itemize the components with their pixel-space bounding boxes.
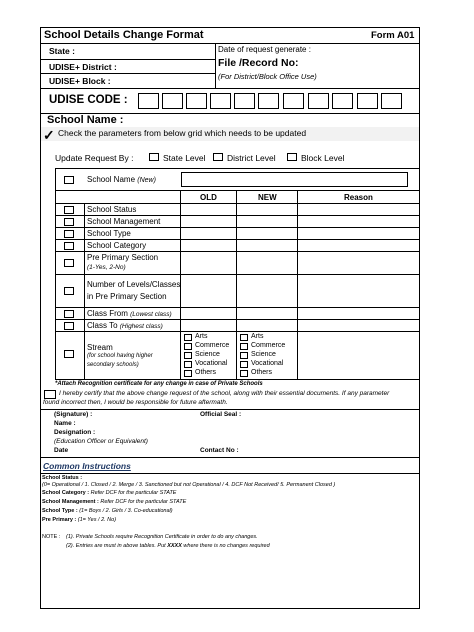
old-science-label: Science [195, 351, 220, 358]
old-commerce-label: Commerce [195, 342, 230, 349]
old-science-checkbox[interactable] [184, 352, 192, 359]
signatory-name-label: Name : [54, 420, 76, 427]
udise-digit-box[interactable] [381, 93, 402, 109]
school-name-checkbox[interactable] [64, 176, 74, 184]
note-line2: (2). Entries are must in above tables. Put XXXX where there is no changes required [66, 543, 270, 549]
old-vocational-label: Vocational [195, 360, 228, 367]
request-date-label: Date of request generate : [218, 45, 311, 54]
attach-certificate-note: *Attach Recognition certificate for any change in case of Private Schools [55, 381, 263, 387]
declaration-checkbox[interactable] [44, 390, 56, 399]
status-instruction-text: (0= Operational / 1. Closed / 2. Merge / 3. Sanctioned but not Operational / 4. DCF Not Received/ 5. Permanent Closed ) [42, 482, 336, 488]
declaration-line2: found incorrect then, I would be responsible for future aftermath. [43, 399, 228, 406]
school-type-label: School Type [87, 229, 131, 238]
declaration-line1: I hereby certify that the above change request of the school, along with their essential documents. If any parameter [59, 390, 390, 397]
column-reason: Reason [344, 193, 373, 202]
block-level-label: Block Level [301, 153, 345, 163]
class-to-label: Class To (Highest class) [87, 321, 163, 330]
state-label: State : [49, 46, 75, 56]
class-to-checkbox[interactable] [64, 322, 74, 330]
school-type-checkbox[interactable] [64, 230, 74, 238]
contact-label: Contact No : [200, 447, 239, 454]
pre-primary-instruction: Pre Primary : (1= Yes / 2. No) [42, 517, 117, 523]
update-request-label: Update Request By : [55, 153, 134, 163]
stream-note-line2: secondary schools) [87, 362, 139, 368]
udise-digit-box[interactable] [162, 93, 183, 109]
school-management-label: School Management [87, 217, 161, 226]
old-commerce-checkbox[interactable] [184, 343, 192, 350]
stream-note-line1: (for school having higher [87, 353, 153, 359]
official-seal-label: Official Seal : [200, 411, 242, 418]
note-label: NOTE : [42, 534, 61, 540]
udise-digit-box[interactable] [186, 93, 207, 109]
pre-primary-label: Pre Primary Section [87, 253, 159, 262]
new-arts-label: Arts [251, 333, 264, 340]
school-name-label: School Name : [47, 114, 124, 126]
date-label: Date [54, 447, 69, 454]
school-status-checkbox[interactable] [64, 206, 74, 214]
udise-digit-box[interactable] [332, 93, 353, 109]
grid-instruction: Check the parameters from below grid which needs to be updated [58, 128, 307, 138]
form-title: School Details Change Format [44, 29, 204, 41]
old-arts-label: Arts [195, 333, 208, 340]
column-new: NEW [258, 193, 277, 202]
school-category-checkbox[interactable] [64, 242, 74, 250]
old-arts-checkbox[interactable] [184, 334, 192, 341]
udise-digit-box[interactable] [210, 93, 231, 109]
stream-label: Stream [87, 343, 113, 352]
new-science-label: Science [251, 351, 276, 358]
officer-note: (Education Officer or Equivalent) [54, 438, 148, 445]
district-level-checkbox[interactable] [213, 153, 223, 161]
class-from-checkbox[interactable] [64, 310, 74, 318]
udise-digit-box[interactable] [138, 93, 159, 109]
management-instruction: School Management : Refer DCF for the particular STATE [42, 499, 187, 505]
stream-checkbox[interactable] [64, 350, 74, 358]
levels-checkbox[interactable] [64, 287, 74, 295]
udise-code-label: UDISE CODE : [49, 94, 128, 106]
column-old: OLD [200, 193, 217, 202]
new-vocational-label: Vocational [251, 360, 284, 367]
udise-digit-box[interactable] [258, 93, 279, 109]
school-category-label: School Category [87, 241, 147, 250]
levels-label-line1: Number of Levels/Classes [87, 280, 181, 289]
udise-digit-box[interactable] [234, 93, 255, 109]
note-line1: (1). Private Schools require Recognition Certificate in order to do any changes. [66, 534, 258, 540]
check-mark-icon: ✓ [43, 127, 55, 143]
form-number: Form A01 [371, 30, 415, 41]
new-commerce-checkbox[interactable] [240, 343, 248, 350]
file-record-note: (For District/Block Office Use) [218, 72, 317, 81]
udise-digit-box[interactable] [357, 93, 378, 109]
levels-label-line2: in Pre Primary Section [87, 292, 167, 301]
school-management-checkbox[interactable] [64, 218, 74, 226]
state-level-checkbox[interactable] [149, 153, 159, 161]
school-name-row-label: School Name (New) [87, 175, 156, 184]
signature-label: (Signature) : [54, 411, 93, 418]
pre-primary-note: (1-Yes, 2-No) [87, 264, 126, 271]
status-instruction-label: School Status : [42, 475, 83, 481]
type-instruction: School Type : (1= Boys / 2. Girls / 3. Co-educational) [42, 508, 173, 514]
new-others-label: Others [251, 369, 273, 376]
instructions-heading: Common Instructions [43, 461, 131, 471]
state-level-label: State Level [163, 153, 206, 163]
old-vocational-checkbox[interactable] [184, 361, 192, 368]
district-label: UDISE+ District : [49, 62, 117, 72]
block-level-checkbox[interactable] [287, 153, 297, 161]
block-label: UDISE+ Block : [49, 76, 111, 86]
designation-label: Designation : [54, 429, 96, 436]
new-vocational-checkbox[interactable] [240, 361, 248, 368]
pre-primary-checkbox[interactable] [64, 259, 74, 267]
category-instruction: School Category : Refer DCF for the particular STATE [42, 490, 177, 496]
udise-digit-box[interactable] [283, 93, 304, 109]
file-record-label: File /Record No: [218, 57, 299, 69]
district-level-label: District Level [227, 153, 276, 163]
new-others-checkbox[interactable] [240, 370, 248, 377]
class-from-label: Class From (Lowest class) [87, 309, 172, 318]
udise-digit-box[interactable] [308, 93, 329, 109]
old-others-checkbox[interactable] [184, 370, 192, 377]
new-arts-checkbox[interactable] [240, 334, 248, 341]
new-science-checkbox[interactable] [240, 352, 248, 359]
old-others-label: Others [195, 369, 217, 376]
school-name-new-input[interactable] [181, 172, 408, 187]
school-status-label: School Status [87, 205, 137, 214]
new-commerce-label: Commerce [251, 342, 286, 349]
